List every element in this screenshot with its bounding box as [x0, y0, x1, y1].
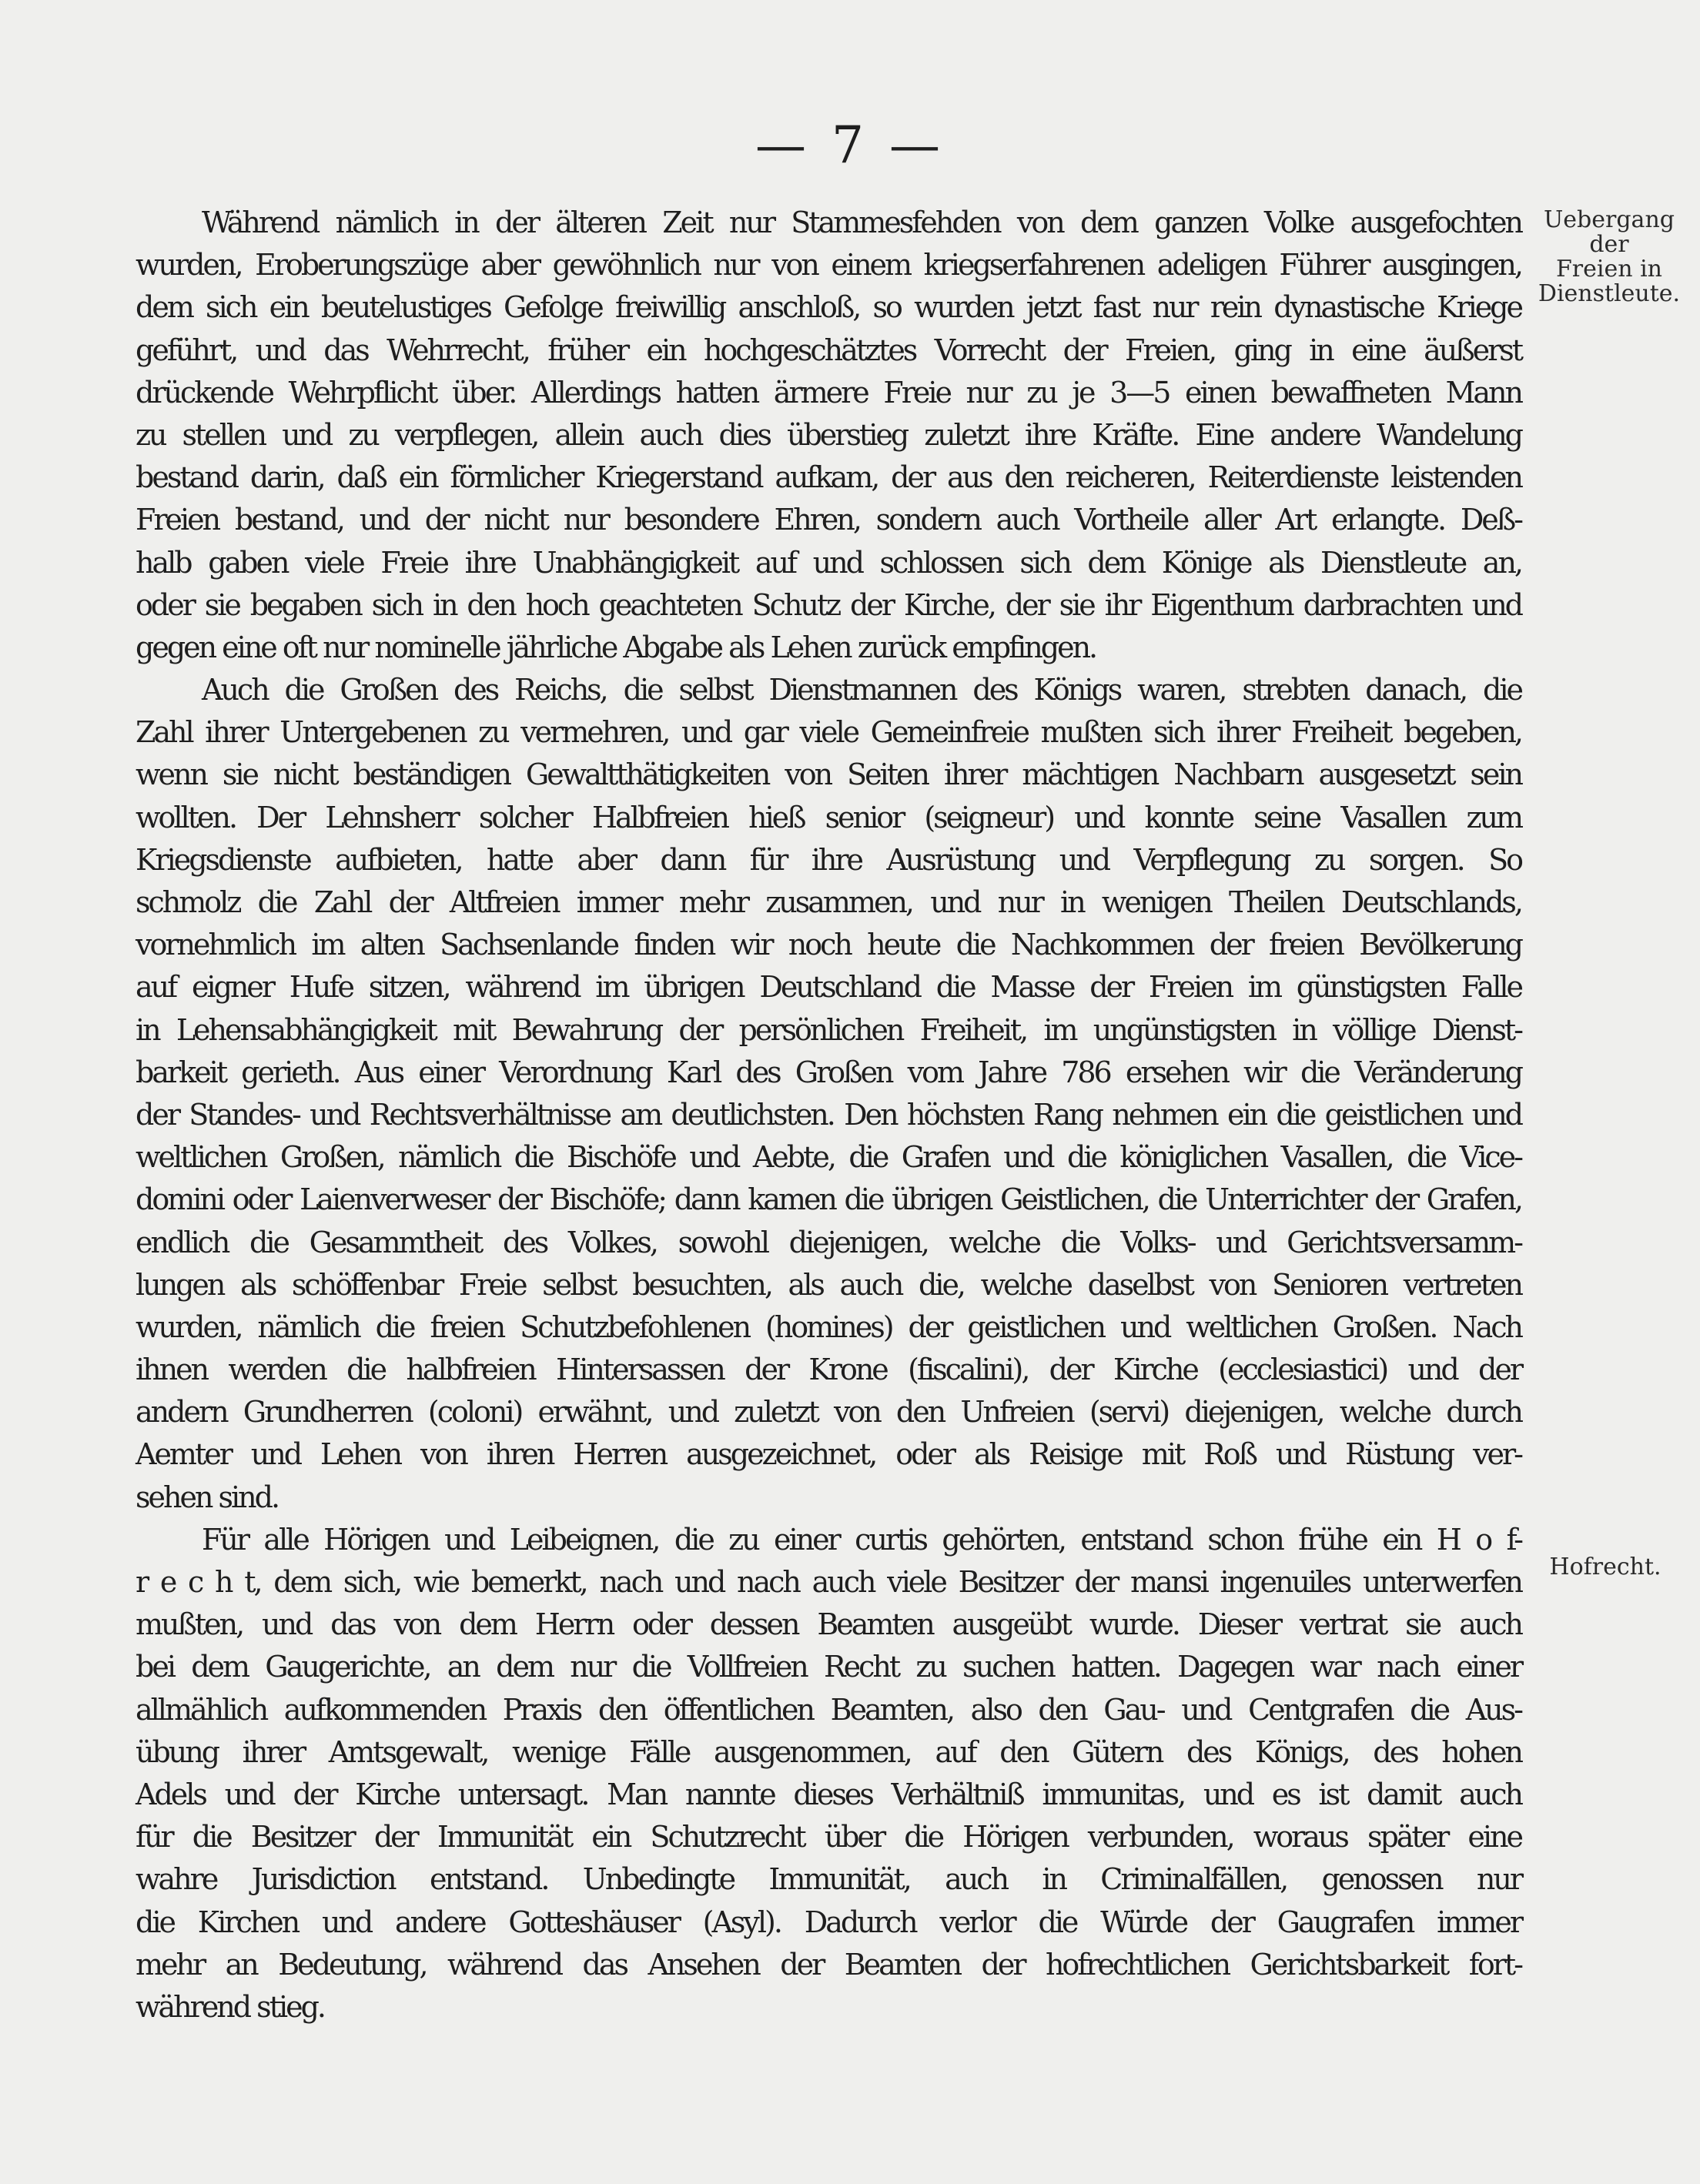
- text-line: die Kirchen und andere Gotteshäuser (Asyl). Dadurch verlor die Würde der Gaugrafen immer: [136, 1905, 1521, 1939]
- text-line: drückende Wehrpflicht über. Allerdings hatten ärmere Freie nur zu je 3—5 einen bewaffneten Mann: [136, 375, 1521, 410]
- text-line: wahre Jurisdiction entstand. Unbedingte Immunität, auch in Criminalfällen, genossen nur: [136, 1862, 1521, 1897]
- margin-note-line: Dienstleute.: [1538, 280, 1681, 307]
- text-line: wollten. Der Lehnsherr solcher Halbfreien hieß senior (seigneur) und konnte seine Vasallen zum: [136, 800, 1521, 834]
- text-line: Für alle Hörigen und Leibeignen, die zu einer curtis gehörten, entstand schon frühe ein H o f-: [202, 1522, 1521, 1557]
- page-number: — 7 —: [755, 115, 945, 175]
- margin-note-hofrecht: [1548, 1555, 1663, 1580]
- text-line: andern Grundherren (coloni) erwähnt, und zuletzt von den Unfreien (servi) diejenigen, welche durch: [136, 1395, 1521, 1430]
- text-line: auf eigner Hufe sitzen, während im übrigen Deutschland die Masse der Freien im günstigsten Falle: [136, 970, 1521, 1005]
- text-line: r e c h t, dem sich, wie bemerkt, nach und nach auch viele Besitzer der mansi ingenuiles unterwerfen: [136, 1565, 1521, 1599]
- text-line: lungen als schöffenbar Freie selbst besuchten, als auch die, welche daselbst von Senioren vertreten: [136, 1267, 1521, 1302]
- margin-note-line: Hofrecht.: [1549, 1554, 1662, 1580]
- text-line: halb gaben viele Freie ihre Unabhängigkeit auf und schlossen sich dem Könige als Dienstleute an,: [136, 545, 1521, 580]
- paragraph-1: [136, 202, 1521, 669]
- text-line: Auch die Großen des Reichs, die selbst Dienstmannen des Königs waren, strebten danach, die: [202, 673, 1521, 707]
- text-line: dem sich ein beutelustiges Gefolge freiwillig anschloß, so wurden jetzt fast nur rein dynastische Kriege: [136, 290, 1521, 325]
- text-line: gegen eine oft nur nominelle jährliche Abgabe als Lehen zurück empfingen.: [136, 630, 1096, 664]
- text-line: schmolz die Zahl der Altfreien immer mehr zusammen, und nur in wenigen Theilen Deutschlands,: [136, 885, 1521, 919]
- text-line: übung ihrer Amtsgewalt, wenige Fälle ausgenommen, auf den Gütern des Königs, des hohen: [136, 1734, 1521, 1769]
- text-line: bei dem Gaugerichte, an dem nur die Vollfreien Recht zu suchen hatten. Dagegen war nach einer: [136, 1650, 1521, 1684]
- margin-note-uebergang: [1532, 208, 1686, 306]
- text-line: vornehmlich im alten Sachsenlande finden wir noch heute die Nachkommen der freien Bevölkerung: [136, 928, 1521, 962]
- text-line: Zahl ihrer Untergebenen zu vermehren, und gar viele Gemeinfreie mußten sich ihrer Freiheit begeben,: [136, 715, 1521, 750]
- text-line: domini oder Laienverweser der Bischöfe; dann kamen die übrigen Geistlichen, die Unterrichter der Grafen,: [136, 1182, 1521, 1217]
- text-line: ihnen werden die halbfreien Hintersassen der Krone (fiscalini), der Kirche (ecclesiastici) und der: [136, 1353, 1521, 1387]
- text-line: bestand darin, daß ein förmlicher Kriegerstand aufkam, der aus den reicheren, Reiterdienste leistenden: [136, 460, 1521, 495]
- text-line: wurden, Eroberungszüge aber gewöhnlich nur von einem kriegserfahrenen adeligen Führer ausgingen,: [136, 248, 1521, 283]
- text-line: wurden, nämlich die freien Schutzbefohlenen (homines) der geistlichen und weltlichen Großen. Nach: [136, 1309, 1521, 1344]
- text-line: allmählich aufkommenden Praxis den öffentlichen Beamten, also den Gau- und Centgrafen die Aus-: [136, 1692, 1521, 1727]
- text-line: geführt, und das Wehrrecht, früher ein hochgeschätztes Vorrecht der Freien, ging in eine äußerst: [136, 333, 1521, 367]
- text-line: Freien bestand, und der nicht nur besondere Ehren, sondern auch Vortheile aller Art erlangte. Deß-: [136, 503, 1521, 537]
- text-line: sehen sind.: [136, 1480, 279, 1514]
- text-line: mußten, und das von dem Herrn oder dessen Beamten ausgeübt wurde. Dieser vertrat sie auch: [136, 1607, 1521, 1642]
- text-line: oder sie begaben sich in den hoch geachteten Schutz der Kirche, der sie ihr Eigenthum darbrachten und: [136, 587, 1521, 622]
- text-line: barkeit gerieth. Aus einer Verordnung Karl des Großen vom Jahre 786 ersehen wir die Veränderung: [136, 1055, 1521, 1089]
- margin-note-line: Freien in: [1555, 256, 1663, 283]
- text-line: weltlichen Großen, nämlich die Bischöfe und Aebte, die Grafen und die königlichen Vasallen, die Vice-: [136, 1140, 1521, 1175]
- text-line: für die Besitzer der Immunität ein Schutzrecht über die Hörigen verbunden, woraus später eine: [136, 1820, 1521, 1855]
- body-text: [136, 202, 1521, 2028]
- text-line: Kriegsdienste aufbieten, hatte aber dann für ihre Ausrüstung und Verpflegung zu sorgen. So: [136, 842, 1521, 877]
- text-line: wenn sie nicht beständigen Gewaltthätigkeiten von Seiten ihrer mächtigen Nachbarn ausgesetzt sein: [136, 758, 1521, 792]
- paragraph-3: [136, 1519, 1521, 2028]
- margin-note-line: Uebergang der: [1544, 206, 1675, 258]
- text-line: Aemter und Lehen von ihren Herren ausgezeichnet, oder als Reisige mit Roß und Rüstung ver-: [136, 1437, 1521, 1472]
- text-line: Während nämlich in der älteren Zeit nur Stammesfehden von dem ganzen Volke ausgefochten: [202, 206, 1521, 239]
- text-line: während stieg.: [136, 1989, 325, 2024]
- paragraph-2: [136, 669, 1521, 1519]
- text-line: Adels und der Kirche untersagt. Man nannte dieses Verhältniß immunitas, und es ist damit auch: [136, 1777, 1521, 1811]
- text-line: endlich die Gesammtheit des Volkes, sowohl diejenigen, welche die Volks- und Gerichtsversamm-: [136, 1225, 1521, 1259]
- text-line: der Standes- und Rechtsverhältnisse am deutlichsten. Den höchsten Rang nehmen ein die geistlichen und: [136, 1097, 1521, 1132]
- text-line: in Lehensabhängigkeit mit Bewahrung der persönlichen Freiheit, im ungünstigsten in völlige Dienst-: [136, 1012, 1521, 1047]
- text-line: mehr an Bedeutung, während das Ansehen der Beamten der hofrechtlichen Gerichtsbarkeit fort-: [136, 1947, 1521, 1982]
- text-line: zu stellen und zu verpflegen, allein auch dies überstieg zuletzt ihre Kräfte. Eine andere Wandelung: [136, 417, 1521, 452]
